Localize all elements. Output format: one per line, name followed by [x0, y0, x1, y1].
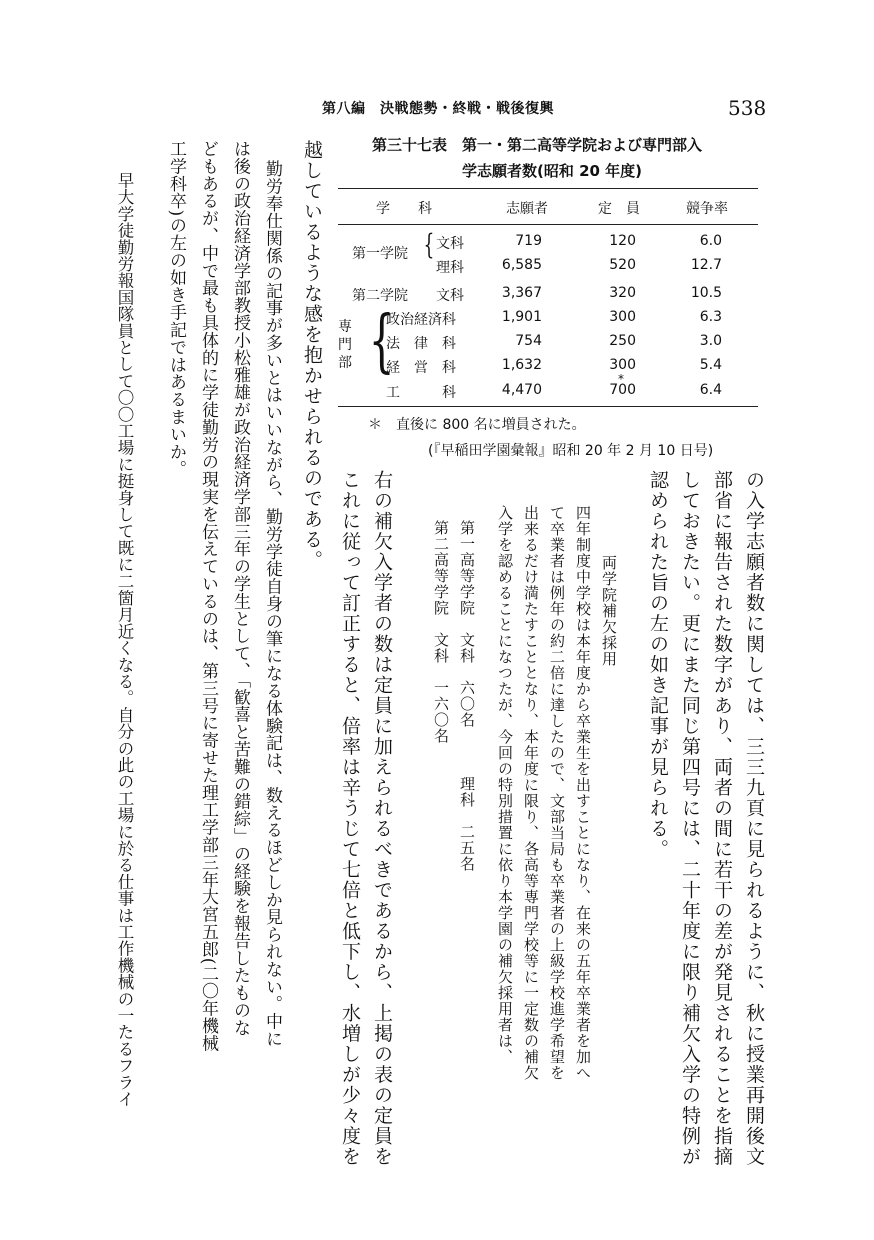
- row-1-subject: 文科: [436, 236, 464, 252]
- body-line: 早大学徒勤労報国隊員として〇〇工場に挺身して既に二箇月近くなる。自分の此の工場に於る仕事は工作機械の一たるフライ: [115, 172, 134, 1108]
- body-line: 越しているような感を抱かせられるのである。: [301, 140, 323, 571]
- row-7-subject: 工 科: [386, 385, 456, 401]
- row-6-capacity: 300: [609, 357, 636, 373]
- group-label-second: 第二学院: [352, 288, 408, 304]
- notice-quota-second: 第二高等学院 文科 一六〇名: [432, 520, 450, 744]
- group-label-senmon: 専門部: [338, 319, 352, 371]
- column-header-subject: 学 科: [376, 201, 432, 217]
- body-line: 勤労奉仕関係の記事が多いとはいいながら、勤労学徒自身の筆になる体験記は、数えるほどしか見られない。中に: [262, 160, 282, 1048]
- row-3-rate: 10.5: [690, 285, 722, 301]
- row-4-subject: 政治経済科: [386, 312, 456, 328]
- notice-quota-first: 第一高等学院 文科 六〇名 理科 二五名: [458, 520, 476, 872]
- body-line: これに従って訂正すると、倍率は辛うじて七倍と低下し、水増しが少々度を: [339, 470, 361, 1167]
- running-head: 第八編 決戦態勢・終戦・戦後復興: [322, 101, 554, 117]
- table-footnote: ＊ 直後に 800 名に増員された。: [368, 417, 586, 433]
- row-6-rate: 5.4: [699, 357, 722, 373]
- row-4-capacity: 300: [609, 309, 636, 325]
- group-label-first: 第一学院: [352, 246, 408, 262]
- row-4-applicants: 1,901: [501, 309, 542, 325]
- row-2-rate: 12.7: [690, 257, 722, 273]
- column-header-rate: 競争率: [686, 201, 728, 217]
- body-line: の入学志願者数に関しては、三三九頁に見られるように、秋に授業再開後文: [743, 470, 765, 1167]
- row-7-capacity: 700: [609, 382, 636, 398]
- body-line: 部省に報告された数字があり、両者の間に若干の差が発見されることを指摘: [711, 470, 733, 1167]
- row-1-applicants: 719: [515, 233, 542, 249]
- page-number: 538: [728, 96, 767, 120]
- body-line: どもあるが、中で最も具体的に学徒勤労の現実を伝えているのは、第三号に寄せた理工学部三年大宮五郎(二〇年機械: [198, 140, 218, 1052]
- table-rule-header: [338, 224, 758, 225]
- table-title-line-1: 第三十七表 第一・第二高等学院および専門部入: [372, 136, 703, 154]
- table-rule-top: [338, 188, 758, 189]
- row-2-applicants: 6,585: [501, 257, 542, 273]
- notice-line: て卒業者は例年の約二倍に達したので、文部当局も卒業者の上級学校進学希望を: [548, 505, 566, 1081]
- group-brace-senmon: {: [368, 302, 395, 381]
- row-3-applicants: 3,367: [501, 285, 542, 301]
- table-source: (『早稲田学園彙報』昭和 20 年 2 月 10 日号): [428, 443, 714, 459]
- body-line: は後の政治経済学部教授小松雅雄が政治経済学部三年の学生として、「歓喜と苦難の錯綜」の経験を報告したものな: [230, 140, 250, 1037]
- notice-line: 出来るだけ満たすこととなり、本年度に限り、各高等専門学校等に一定数の補欠: [522, 505, 540, 1081]
- table-title-line-2: 学志願者数(昭和 20 年度): [462, 162, 643, 180]
- row-4-rate: 6.3: [699, 309, 722, 325]
- row-5-applicants: 754: [515, 333, 542, 349]
- column-header-capacity: 定 員: [598, 201, 640, 217]
- row-7-applicants: 4,470: [501, 382, 542, 398]
- row-1-rate: 6.0: [699, 233, 722, 249]
- row-5-capacity: 250: [609, 333, 636, 349]
- body-line: 右の補欠入学者の数は定員に加えられるべきであるから、上掲の表の定員を: [371, 470, 393, 1167]
- row-6-applicants: 1,632: [501, 357, 542, 373]
- body-line: 工学科卒)の左の如き手記ではあるまいか。: [166, 140, 186, 478]
- row-3-capacity: 320: [609, 285, 636, 301]
- capacity-asterisk: *: [618, 372, 624, 386]
- notice-title: 両学院補欠採用: [600, 555, 618, 667]
- row-5-subject: 法 律 科: [386, 336, 456, 352]
- row-6-subject: 経 営 科: [386, 360, 456, 376]
- row-1-capacity: 120: [609, 233, 636, 249]
- notice-line: 四年制度中学校は本年度から卒業生を出すことになり、在来の五年卒業者を加へ: [574, 505, 592, 1081]
- table-title: [372, 132, 752, 184]
- body-line: 認められた旨の左の如き記事が見られる。: [647, 470, 669, 860]
- row-5-rate: 3.0: [699, 333, 722, 349]
- table-rule-bottom: [338, 406, 758, 407]
- row-2-capacity: 520: [609, 257, 636, 273]
- group-brace-first: {: [423, 228, 435, 261]
- row-2-subject: 理科: [436, 260, 464, 276]
- notice-line: 入学を認めることになつたが、今回の特別措置に依り本学園の補欠採用者は、: [496, 505, 514, 1065]
- row-7-rate: 6.4: [699, 382, 722, 398]
- row-3-subject: 文科: [436, 288, 464, 304]
- body-line: しておきたい。更にまた同じ第四号には、二十年度に限り補欠入学の特例が: [679, 470, 701, 1167]
- column-header-applicants: 志願者: [506, 201, 548, 217]
